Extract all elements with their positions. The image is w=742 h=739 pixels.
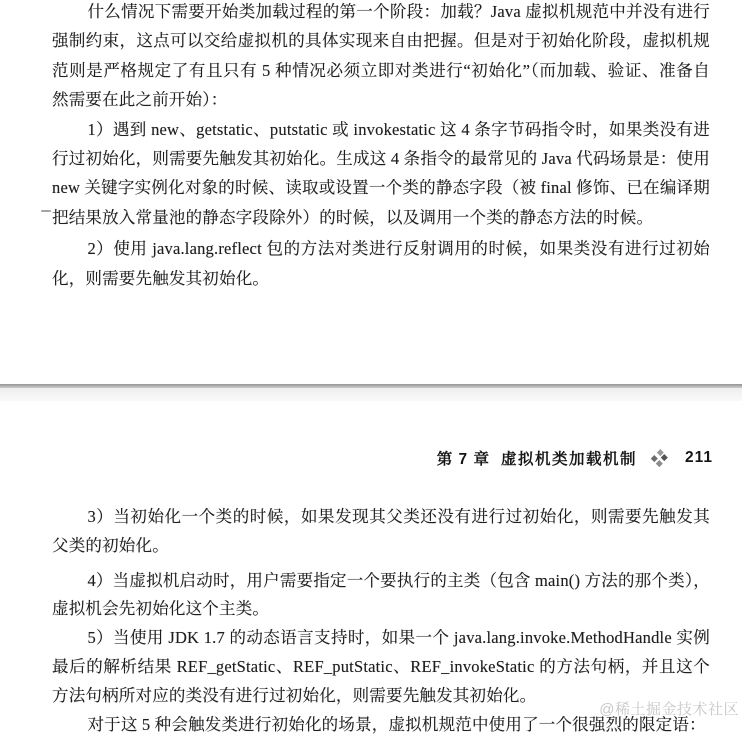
page-number: 211	[684, 449, 713, 466]
body-paragraph-intro: 什么情况下需要开始类加载过程的第一个阶段：加载？Java 虚拟机规范中并没有进行强制约束，这点可以交给虚拟机的具体实现来自由把握。但是对于初始化阶段，虚拟机规范则是严格规定了有且只有 5 种情况必须立即对类进行“初始化”（而加载、验证、准备自然需要在此之前开始）：	[52, 2, 710, 110]
list-item-1: 1）遇到 new、getstatic、putstatic 或 invokestatic 这 4 条字节码指令时，如果类没有进行过初始化，则需要先触发其初始化。生成这 4 条指令的最常见的 Java 代码场景是：使用 new 关键字实例化对象的时候、读取或设置一个类的静态字段（被 final 修饰、已在编译期把结果放入常量池的静态字段除外）的时候，以及调用一个类的静态方法的时候。	[52, 119, 710, 227]
four-diamonds-ornament-icon	[652, 450, 668, 466]
list-item-3: 3）当初始化一个类的时候，如果发现其父类还没有进行过初始化，则需要先触发其父类的初始化。	[52, 507, 710, 555]
list-item-5: 5）当使用 JDK 1.7 的动态语言支持时，如果一个 java.lang.invoke.MethodHandle 实例最后的解析结果 REF_getStatic、REF_putStatic、REF_invokeStatic 的方法句柄，并且这个方法句柄所对应的类没有进行过初始化，则需要先触发其初始化。	[52, 628, 710, 705]
chapter-title: 虚拟机类加载机制	[500, 451, 637, 468]
page-top-text-block	[52, 0, 710, 293]
list-item-4: 4）当虚拟机启动时，用户需要指定一个要执行的主类（包含 main() 方法的那个类），虚拟机会先初始化这个主类。	[52, 570, 710, 619]
watermark-text: @稀土掘金技术社区	[599, 701, 739, 718]
chapter-number: 第 7 章	[436, 451, 490, 468]
cut-off-paragraph: 对于这 5 种会触发类进行初始化的场景，虚拟机规范中使用了一个很强烈的限定语：	[87, 714, 706, 734]
running-header	[437, 447, 713, 469]
list-item-2: 2）使用 java.lang.reflect 包的方法对类进行反射调用的时候，如果类没有进行过初始化，则需要先触发其初始化。	[52, 239, 710, 288]
page-edge-divider-band	[0, 388, 742, 401]
scan-artifact-dash	[41, 210, 51, 212]
